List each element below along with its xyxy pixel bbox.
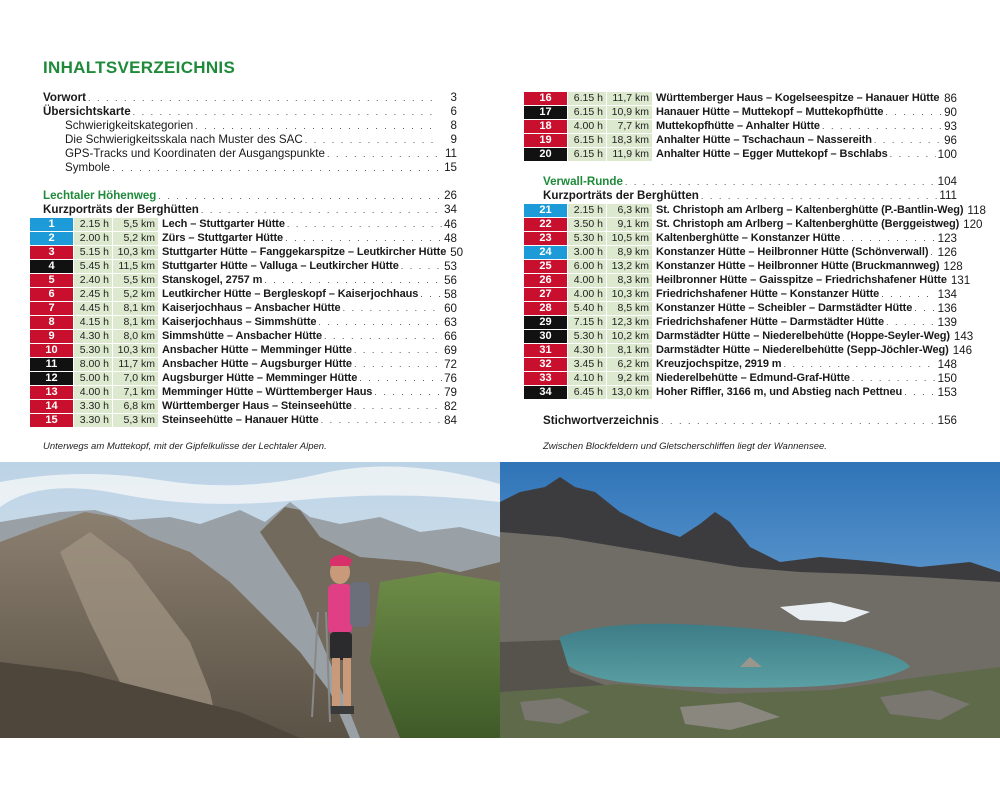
walking-time: 3.50 h [568,218,606,231]
walking-time: 4.30 h [74,330,112,343]
walking-time: 6.15 h [568,148,606,161]
tour-title: Konstanzer Hütte – Heilbronner Hütte (Schönverwall) [656,246,929,258]
page-number: 131 [950,273,971,287]
section-title: Lechtaler Höhenweg [43,189,157,202]
tour-title: Leutkircher Hütte – Bergleskopf – Kaiserjochhaus [162,288,419,300]
page-number: 34 [444,203,457,216]
tour-title: Konstanzer Hütte – Heilbronner Hütte (Bruckmannweg) [656,260,940,272]
distance: 5,2 km [113,288,158,301]
tour-title: Ansbacher Hütte – Augsburger Hütte [162,358,352,370]
toc-entry[interactable] [43,105,457,119]
walking-time: 4.00 h [568,120,606,133]
page-number: 96 [944,133,957,147]
distance: 10,3 km [113,344,158,357]
tour-number-badge: 1 [30,218,73,231]
tour-number-badge: 12 [30,372,73,385]
tour-title: Niederelbehütte – Edmund-Graf-Hütte [656,372,850,384]
tour-number-badge: 15 [30,414,73,427]
toc-entry[interactable] [43,147,457,161]
page-number: 120 [963,217,983,231]
tour-entry[interactable] [524,357,957,371]
tour-title: Augsburger Hütte – Memminger Hütte [162,372,358,384]
distance: 9,2 km [607,372,652,385]
page-number: 153 [937,385,957,399]
tour-number-badge: 30 [524,330,567,343]
tour-entry[interactable] [524,91,957,105]
tour-number-badge: 25 [524,260,567,273]
distance: 11,9 km [607,148,652,161]
tour-number-badge: 6 [30,288,73,301]
section-entry[interactable] [43,189,457,203]
page-number: 76 [444,371,457,385]
page-number: 63 [444,315,457,329]
distance: 8,3 km [607,274,652,287]
walking-time: 5.30 h [568,232,606,245]
tour-title: Württemberger Haus – Kogelseespitze – Hanauer Hütte [656,92,940,104]
entry-title: Vorwort [43,91,86,104]
tour-entry[interactable] [524,343,973,357]
walking-time: 3.45 h [568,358,606,371]
page-number: 82 [444,399,457,413]
distance: 10,5 km [607,232,652,245]
walking-time: 5.40 h [568,302,606,315]
page-number: 100 [937,147,957,161]
tour-title: Hanauer Hütte – Muttekopf – Muttekopfhütte [656,106,884,118]
walking-time: 8.00 h [74,358,112,371]
tour-title: Kaiserjochhaus – Ansbacher Hütte [162,302,341,314]
distance: 6,8 km [113,400,158,413]
tour-number-badge: 20 [524,148,567,161]
entry-title: Übersichtskarte [43,105,131,118]
tour-number-badge: 7 [30,302,73,315]
tour-title: St. Christoph am Arlberg – Kaltenberghütte (Berggeistweg) [656,218,960,230]
distance: 9,1 km [607,218,652,231]
page-number: 150 [937,371,957,385]
subsection-entry[interactable] [543,189,957,203]
tour-number-badge: 29 [524,316,567,329]
walking-time: 6.00 h [568,260,606,273]
page-number: 84 [444,413,457,427]
tour-number-badge: 9 [30,330,73,343]
distance: 11,7 km [607,92,652,105]
toc-entry[interactable] [43,161,457,175]
tour-title: Stuttgarter Hütte – Fanggekarspitze – Leutkircher Hütte [162,246,447,258]
tour-number-badge: 27 [524,288,567,301]
page-number: 134 [937,287,957,301]
tour-entry[interactable] [30,371,457,385]
walking-time: 4.00 h [568,288,606,301]
tour-entry[interactable] [30,217,457,231]
page-number: 93 [944,119,957,133]
index-entry[interactable] [543,414,957,428]
walking-time: 4.00 h [568,274,606,287]
toc-lechtal-section [43,189,457,217]
tour-title: Kaiserjochhaus – Simmshütte [162,316,317,328]
distance: 13,2 km [607,260,652,273]
subsection-title: Kurzporträts der Berghütten [543,189,699,202]
tour-number-badge: 11 [30,358,73,371]
distance: 11,7 km [113,358,158,371]
tour-entry[interactable] [30,245,464,259]
tour-entry[interactable] [524,371,957,385]
tour-entry[interactable] [30,301,457,315]
tour-number-badge: 32 [524,358,567,371]
subsection-entry[interactable] [43,203,457,217]
tour-entry[interactable] [524,329,974,343]
page-number: 6 [450,105,457,118]
tour-title: Hoher Riffler, 3166 m, und Abstieg nach Pettneu [656,386,903,398]
distance: 8,5 km [607,302,652,315]
tour-title: Anhalter Hütte – Tschachaun – Nassereith [656,134,872,146]
walking-time: 3.30 h [74,400,112,413]
tour-entry[interactable] [30,399,457,413]
distance: 8,1 km [113,316,158,329]
tour-number-badge: 14 [30,400,73,413]
tour-number-badge: 17 [524,106,567,119]
photo-caption: Unterwegs am Muttekopf, mit der Gipfelkulisse der Lechtaler Alpen. [43,441,327,452]
page-number: 156 [937,414,957,427]
distance: 11,5 km [113,260,158,273]
walking-time: 2.00 h [74,232,112,245]
distance: 5,5 km [113,274,158,287]
tour-entry[interactable] [30,273,457,287]
tour-number-badge: 13 [30,386,73,399]
tour-number-badge: 19 [524,134,567,147]
tour-entry[interactable] [524,287,957,301]
entry-title: GPS-Tracks und Koordinaten der Ausgangspunkte [65,147,325,160]
tour-list-verwall [524,203,986,399]
tour-title: St. Christoph am Arlberg – Kaltenberghütte (P.-Bantlin-Weg) [656,204,964,216]
tour-entry[interactable] [30,357,457,371]
walking-time: 5.30 h [568,330,606,343]
distance: 10,2 km [607,330,652,343]
tour-number-badge: 22 [524,218,567,231]
entry-title: Symbole [65,161,111,174]
distance: 5,2 km [113,232,158,245]
page-number: 72 [444,357,457,371]
walking-time: 5.00 h [74,372,112,385]
tour-number-badge: 8 [30,316,73,329]
tour-entry[interactable] [30,231,457,245]
tour-number-badge: 2 [30,232,73,245]
distance: 5,5 km [113,218,158,231]
tour-list-lechtal-cont [524,91,957,161]
page-number: 9 [450,133,457,146]
tour-title: Steinseehütte – Hanauer Hütte [162,414,319,426]
photo-muttekopf-hiker [0,462,500,738]
page-number: 3 [450,91,457,104]
distance: 10,3 km [113,246,158,259]
tour-entry[interactable] [30,259,457,273]
page-number: 148 [937,357,957,371]
page-number: 53 [444,259,457,273]
section-title: Verwall-Runde [543,175,623,188]
page-number: 86 [944,91,957,105]
walking-time: 3.30 h [74,414,112,427]
walking-time: 5.15 h [74,246,112,259]
tour-entry[interactable] [524,203,986,217]
page-number: 46 [444,217,457,231]
tour-title: Zürs – Stuttgarter Hütte [162,232,284,244]
walking-time: 6.15 h [568,92,606,105]
tour-title: Kaltenberghütte – Konstanzer Hütte [656,232,841,244]
walking-time: 4.15 h [74,316,112,329]
walking-time: 6.15 h [568,134,606,147]
tour-list-lechtal [30,217,464,427]
toc-entry[interactable] [43,91,457,105]
tour-number-badge: 16 [524,92,567,105]
tour-title: Kreuzjochspitze, 2919 m [656,358,782,370]
tour-entry[interactable] [524,105,957,119]
distance: 7,1 km [113,386,158,399]
walking-time: 7.15 h [568,316,606,329]
tour-entry[interactable] [524,315,957,329]
toc-entry[interactable] [43,133,457,147]
tour-entry[interactable] [524,133,957,147]
tour-entry[interactable] [524,217,983,231]
page-number: 126 [937,245,957,259]
distance: 10,9 km [607,106,652,119]
distance: 6,3 km [607,204,652,217]
tour-title: Württemberger Haus – Steinseehütte [162,400,352,412]
walking-time: 4.45 h [74,302,112,315]
toc-entry[interactable] [43,119,457,133]
distance: 5,3 km [113,414,158,427]
walking-time: 6.15 h [568,106,606,119]
photo-caption: Zwischen Blockfeldern und Gletscherschliffen liegt der Wannensee. [543,441,827,452]
index-title: Stichwortverzeichnis [543,414,659,427]
page-number: 11 [444,147,457,160]
page-number: 111 [939,189,957,202]
page-number: 123 [937,231,957,245]
tour-number-badge: 28 [524,302,567,315]
page-number: 26 [444,189,457,202]
distance: 8,1 km [113,302,158,315]
tour-number-badge: 26 [524,274,567,287]
tour-number-badge: 24 [524,246,567,259]
tour-number-badge: 4 [30,260,73,273]
distance: 6,2 km [607,358,652,371]
tour-entry[interactable] [524,385,957,399]
walking-time: 2.40 h [74,274,112,287]
tour-title: Friedrichshafener Hütte – Darmstädter Hütte [656,316,884,328]
tour-entry[interactable] [524,301,957,315]
distance: 13,0 km [607,386,652,399]
walking-time: 5.45 h [74,260,112,273]
tour-title: Heilbronner Hütte – Gaisspitze – Friedrichshafener Hütte [656,274,947,286]
distance: 7,7 km [607,120,652,133]
section-entry[interactable] [543,175,957,189]
tour-title: Lech – Stuttgarter Hütte [162,218,285,230]
tour-entry[interactable] [30,385,457,399]
tour-title: Stanskogel, 2757 m [162,274,263,286]
photo-wannensee [500,462,1000,738]
tour-entry[interactable] [524,147,957,161]
walking-time: 2.15 h [74,218,112,231]
page-number: 58 [444,287,457,301]
tour-number-badge: 31 [524,344,567,357]
distance: 7,0 km [113,372,158,385]
toc-heading: INHALTSVERZEICHNIS [43,58,236,77]
tour-title: Friedrichshafener Hütte – Konstanzer Hütte [656,288,880,300]
tour-number-badge: 34 [524,386,567,399]
walking-time: 3.00 h [568,246,606,259]
subsection-title: Kurzporträts der Berghütten [43,203,199,216]
page-number: 104 [937,175,957,188]
page-number: 143 [953,329,974,343]
distance: 10,3 km [607,288,652,301]
page-number: 66 [444,329,457,343]
walking-time: 2.15 h [568,204,606,217]
page-number: 90 [944,105,957,119]
tour-number-badge: 10 [30,344,73,357]
tour-entry[interactable] [30,315,457,329]
walking-time: 2.45 h [74,288,112,301]
toc-verwall-section [543,175,957,203]
walking-time: 6.45 h [568,386,606,399]
page-number: 118 [967,203,986,217]
distance: 18,3 km [607,134,652,147]
tour-entry[interactable] [524,273,971,287]
tour-title: Muttekopfhütte – Anhalter Hütte [656,120,820,132]
tour-title: Anhalter Hütte – Egger Muttekopf – Bschlabs [656,148,888,160]
tour-title: Darmstädter Hütte – Niederelbehütte (Hoppe-Seyler-Weg) [656,330,950,342]
page-number: 136 [937,301,957,315]
tour-title: Konstanzer Hütte – Scheibler – Darmstädter Hütte [656,302,913,314]
walking-time: 5.30 h [74,344,112,357]
tour-number-badge: 21 [524,204,567,217]
tour-number-badge: 18 [524,120,567,133]
walking-time: 4.10 h [568,372,606,385]
page-number: 8 [450,119,457,132]
tour-number-badge: 33 [524,372,567,385]
page-number: 128 [943,259,963,273]
tour-title: Memminger Hütte – Württemberger Haus [162,386,373,398]
distance: 8,1 km [607,344,652,357]
right-page [500,0,1000,800]
tour-entry[interactable] [30,287,457,301]
distance: 8,9 km [607,246,652,259]
toc-front-matter [43,91,457,175]
tour-title: Stuttgarter Hütte – Valluga – Leutkircher Hütte [162,260,399,272]
page-number: 139 [937,315,957,329]
tour-number-badge: 5 [30,274,73,287]
page-number: 15 [444,161,457,174]
page-number: 50 [450,245,464,259]
tour-number-badge: 3 [30,246,73,259]
tour-number-badge: 23 [524,232,567,245]
tour-entry[interactable] [30,413,457,427]
tour-entry[interactable] [30,329,457,343]
page-number: 56 [444,273,457,287]
distance: 8,0 km [113,330,158,343]
entry-title: Schwierigkeitskategorien [65,119,194,132]
tour-entry[interactable] [524,259,963,273]
page-number: 60 [444,301,457,315]
page-number: 69 [444,343,457,357]
tour-title: Ansbacher Hütte – Memminger Hütte [162,344,352,356]
page-number: 48 [444,231,457,245]
tour-entry[interactable] [524,119,957,133]
tour-entry[interactable] [30,343,457,357]
tour-title: Simmshütte – Ansbacher Hütte [162,330,322,342]
distance: 12,3 km [607,316,652,329]
walking-time: 4.00 h [74,386,112,399]
page-number: 79 [444,385,457,399]
page-number: 146 [952,343,973,357]
entry-title: Die Schwierigkeitsskala nach Muster des SAC [65,133,303,146]
toc-index [543,414,957,428]
tour-entry[interactable] [524,245,957,259]
tour-title: Darmstädter Hütte – Niederelbehütte (Sepp-Jöchler-Weg) [656,344,949,356]
tour-entry[interactable] [524,231,957,245]
walking-time: 4.30 h [568,344,606,357]
